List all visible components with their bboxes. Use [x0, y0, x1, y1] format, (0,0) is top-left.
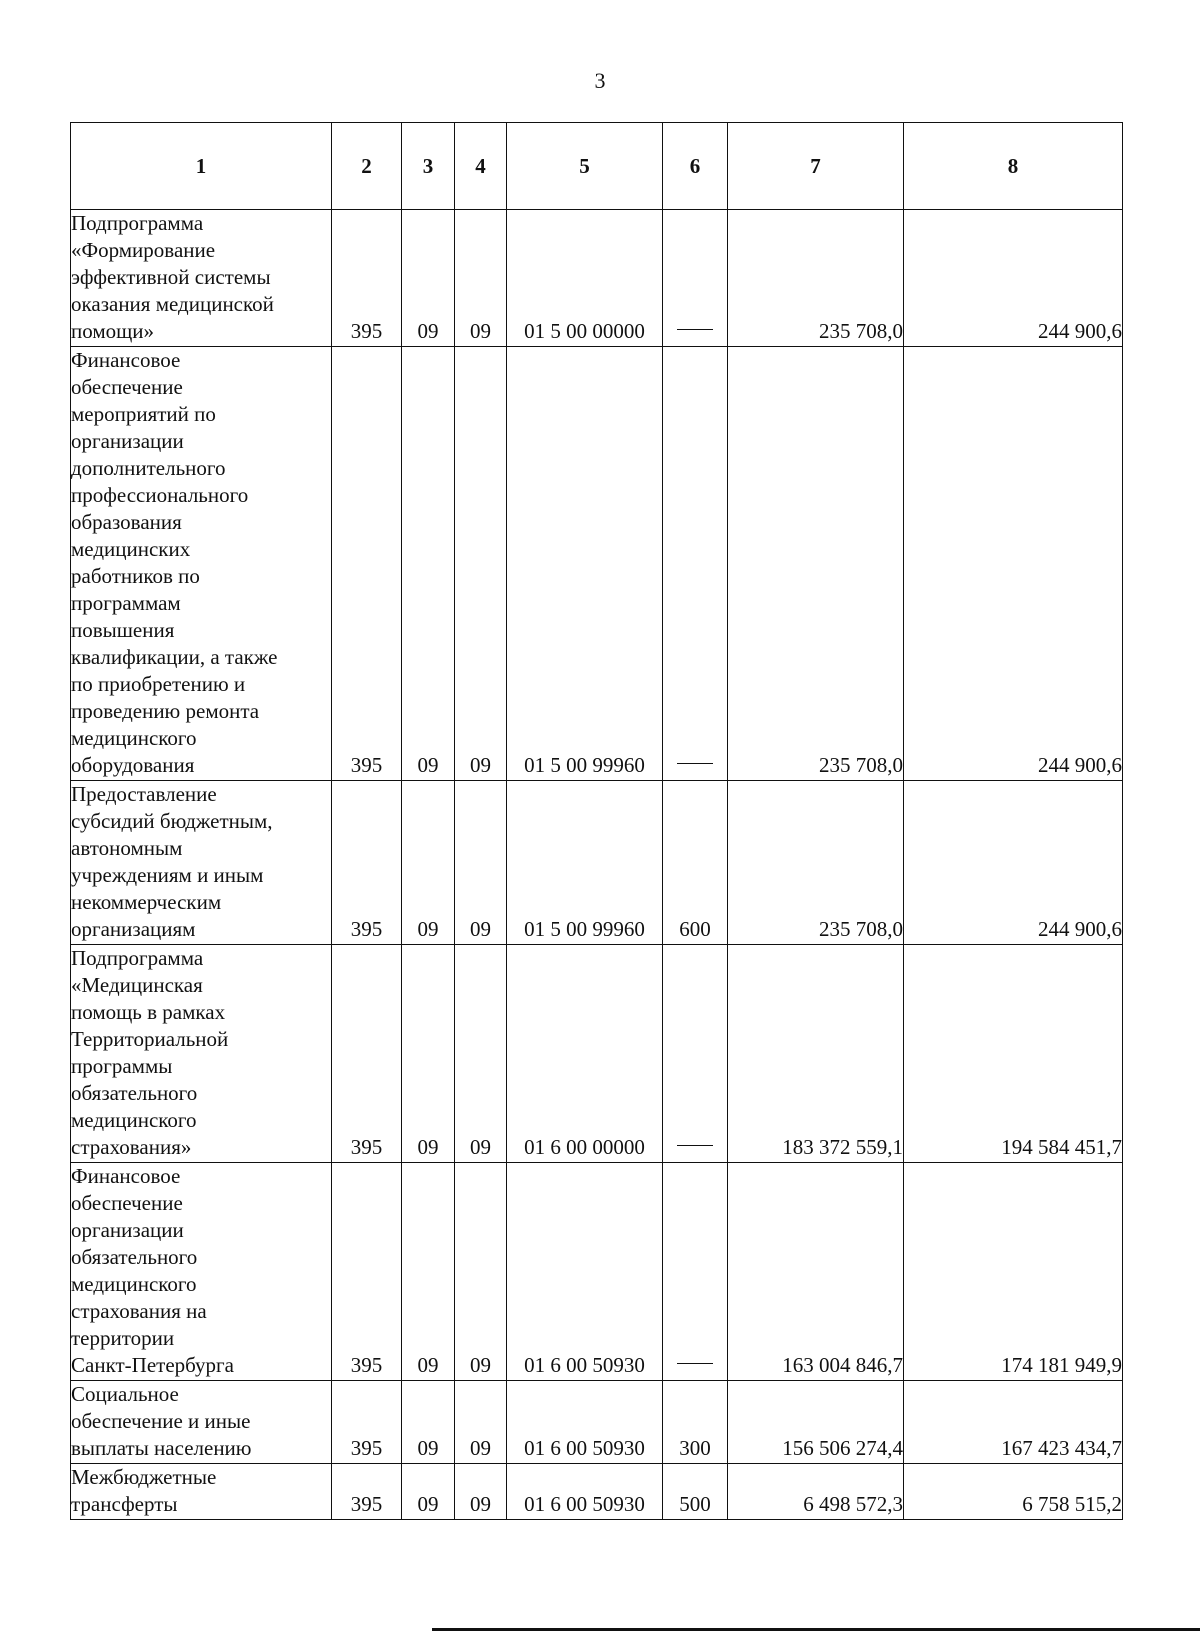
table-row: [71, 1464, 1123, 1520]
row-name-line: дополнительного: [71, 456, 226, 480]
amount-year2-cell: 244 900,6: [904, 781, 1123, 945]
dash-mark: [677, 1363, 713, 1364]
amount-year2-cell: 6 758 515,2: [904, 1464, 1123, 1520]
row-name-line: медицинских: [71, 537, 191, 561]
row-name-cell: [71, 945, 332, 1163]
row-name-line: квалификации, а также: [71, 645, 278, 669]
row-name-line: организации: [71, 1218, 184, 1242]
row-name-line: Подпрограмма: [71, 211, 204, 235]
ministry-code-cell: 395: [332, 1464, 402, 1520]
row-name-line: медицинского: [71, 1272, 197, 1296]
amount-year1-cell: 235 708,0: [728, 781, 904, 945]
subsection-code-cell: 09: [455, 945, 507, 1163]
row-name-line: проведению ремонта: [71, 699, 260, 723]
expense-type-cell: [663, 945, 728, 1163]
row-name-line: помощь в рамках: [71, 1000, 226, 1024]
row-name-cell: [71, 1464, 332, 1520]
expense-type-cell: 500: [663, 1464, 728, 1520]
row-name-line: образования: [71, 510, 182, 534]
row-name-line: Санкт-Петербурга: [71, 1353, 234, 1377]
row-name-line: территории: [71, 1326, 175, 1350]
row-name-line: программам: [71, 591, 181, 615]
row-name-line: обязательного: [71, 1081, 198, 1105]
row-name-line: субсидий бюджетным,: [71, 809, 273, 833]
expense-type-cell: 600: [663, 781, 728, 945]
column-header: 3: [402, 123, 455, 210]
subsection-code-cell: 09: [455, 347, 507, 781]
section-code-cell: 09: [402, 1381, 455, 1464]
subsection-code-cell: 09: [455, 1464, 507, 1520]
target-article-cell: 01 6 00 50930: [507, 1464, 663, 1520]
subsection-code-cell: 09: [455, 1163, 507, 1381]
row-name-line: повышения: [71, 618, 175, 642]
column-header: 6: [663, 123, 728, 210]
target-article-cell: 01 5 00 99960: [507, 347, 663, 781]
expense-type-cell: [663, 347, 728, 781]
row-name-line: оказания медицинской: [71, 292, 274, 316]
amount-year2-cell: 167 423 434,7: [904, 1381, 1123, 1464]
table-header-row: [71, 123, 1123, 210]
table-body: [71, 210, 1123, 1520]
ministry-code-cell: 395: [332, 210, 402, 347]
table-row: [71, 210, 1123, 347]
row-name-line: страхования»: [71, 1135, 192, 1159]
row-name-line: обязательного: [71, 1245, 198, 1269]
row-name-line: страхования на: [71, 1299, 207, 1323]
row-name-line: медицинского: [71, 1108, 197, 1132]
row-name-line: трансферты: [71, 1492, 178, 1516]
amount-year2-cell: 244 900,6: [904, 347, 1123, 781]
row-name-line: эффективной системы: [71, 265, 271, 289]
expense-type-cell: 300: [663, 1381, 728, 1464]
ministry-code-cell: 395: [332, 945, 402, 1163]
dash-mark: [677, 1145, 713, 1146]
subsection-code-cell: 09: [455, 210, 507, 347]
row-name-line: организациям: [71, 917, 196, 941]
amount-year1-cell: 183 372 559,1: [728, 945, 904, 1163]
row-name-line: профессионального: [71, 483, 249, 507]
target-article-cell: 01 5 00 99960: [507, 781, 663, 945]
section-code-cell: 09: [402, 1464, 455, 1520]
row-name-line: оборудования: [71, 753, 195, 777]
expense-type-cell: [663, 210, 728, 347]
page-number: 3: [594, 68, 606, 93]
footer-rule: [432, 1628, 1200, 1631]
row-name-line: Финансовое: [71, 1164, 181, 1188]
amount-year1-cell: 156 506 274,4: [728, 1381, 904, 1464]
section-code-cell: 09: [402, 945, 455, 1163]
expense-type-cell: [663, 1163, 728, 1381]
row-name-line: некоммерческим: [71, 890, 222, 914]
row-name-line: «Формирование: [71, 238, 216, 262]
amount-year1-cell: 235 708,0: [728, 210, 904, 347]
row-name-line: обеспечение: [71, 1191, 183, 1215]
row-name-line: по приобретению и: [71, 672, 246, 696]
row-name-cell: [71, 1163, 332, 1381]
section-code-cell: 09: [402, 781, 455, 945]
column-header: 7: [728, 123, 904, 210]
amount-year2-cell: 174 181 949,9: [904, 1163, 1123, 1381]
section-code-cell: 09: [402, 210, 455, 347]
dash-mark: [677, 763, 713, 764]
row-name-cell: [71, 347, 332, 781]
row-name-line: Подпрограмма: [71, 946, 204, 970]
target-article-cell: 01 5 00 00000: [507, 210, 663, 347]
row-name-line: «Медицинская: [71, 973, 203, 997]
amount-year2-cell: 194 584 451,7: [904, 945, 1123, 1163]
table-row: [71, 781, 1123, 945]
row-name-line: помощи»: [71, 319, 155, 343]
row-name-line: Межбюджетные: [71, 1465, 217, 1489]
table-row: [71, 347, 1123, 781]
row-name-line: обеспечение: [71, 375, 183, 399]
table-row: [71, 1381, 1123, 1464]
row-name-line: Социальное: [71, 1382, 179, 1406]
row-name-line: учреждениям и иным: [71, 863, 264, 887]
target-article-cell: 01 6 00 50930: [507, 1163, 663, 1381]
target-article-cell: 01 6 00 00000: [507, 945, 663, 1163]
column-header: 4: [455, 123, 507, 210]
ministry-code-cell: 395: [332, 781, 402, 945]
ministry-code-cell: 395: [332, 347, 402, 781]
amount-year1-cell: 6 498 572,3: [728, 1464, 904, 1520]
row-name-line: работников по: [71, 564, 200, 588]
row-name-line: медицинского: [71, 726, 197, 750]
row-name-line: организации: [71, 429, 184, 453]
row-name-line: Предоставление: [71, 782, 217, 806]
section-code-cell: 09: [402, 1163, 455, 1381]
row-name-line: Финансовое: [71, 348, 181, 372]
ministry-code-cell: 395: [332, 1163, 402, 1381]
column-header: 1: [71, 123, 332, 210]
row-name-line: Территориальной: [71, 1027, 229, 1051]
target-article-cell: 01 6 00 50930: [507, 1381, 663, 1464]
column-header: 5: [507, 123, 663, 210]
row-name-line: выплаты населению: [71, 1436, 252, 1460]
amount-year1-cell: 235 708,0: [728, 347, 904, 781]
subsection-code-cell: 09: [455, 781, 507, 945]
row-name-cell: [71, 210, 332, 347]
row-name-line: обеспечение и иные: [71, 1409, 251, 1433]
dash-mark: [677, 329, 713, 330]
ministry-code-cell: 395: [332, 1381, 402, 1464]
budget-table: [70, 122, 1123, 1520]
amount-year1-cell: 163 004 846,7: [728, 1163, 904, 1381]
row-name-line: автономным: [71, 836, 183, 860]
table-row: [71, 945, 1123, 1163]
table-row: [71, 1163, 1123, 1381]
subsection-code-cell: 09: [455, 1381, 507, 1464]
row-name-line: мероприятий по: [71, 402, 216, 426]
row-name-cell: [71, 1381, 332, 1464]
section-code-cell: 09: [402, 347, 455, 781]
column-header: 8: [904, 123, 1123, 210]
row-name-line: программы: [71, 1054, 173, 1078]
amount-year2-cell: 244 900,6: [904, 210, 1123, 347]
column-header: 2: [332, 123, 402, 210]
row-name-cell: [71, 781, 332, 945]
